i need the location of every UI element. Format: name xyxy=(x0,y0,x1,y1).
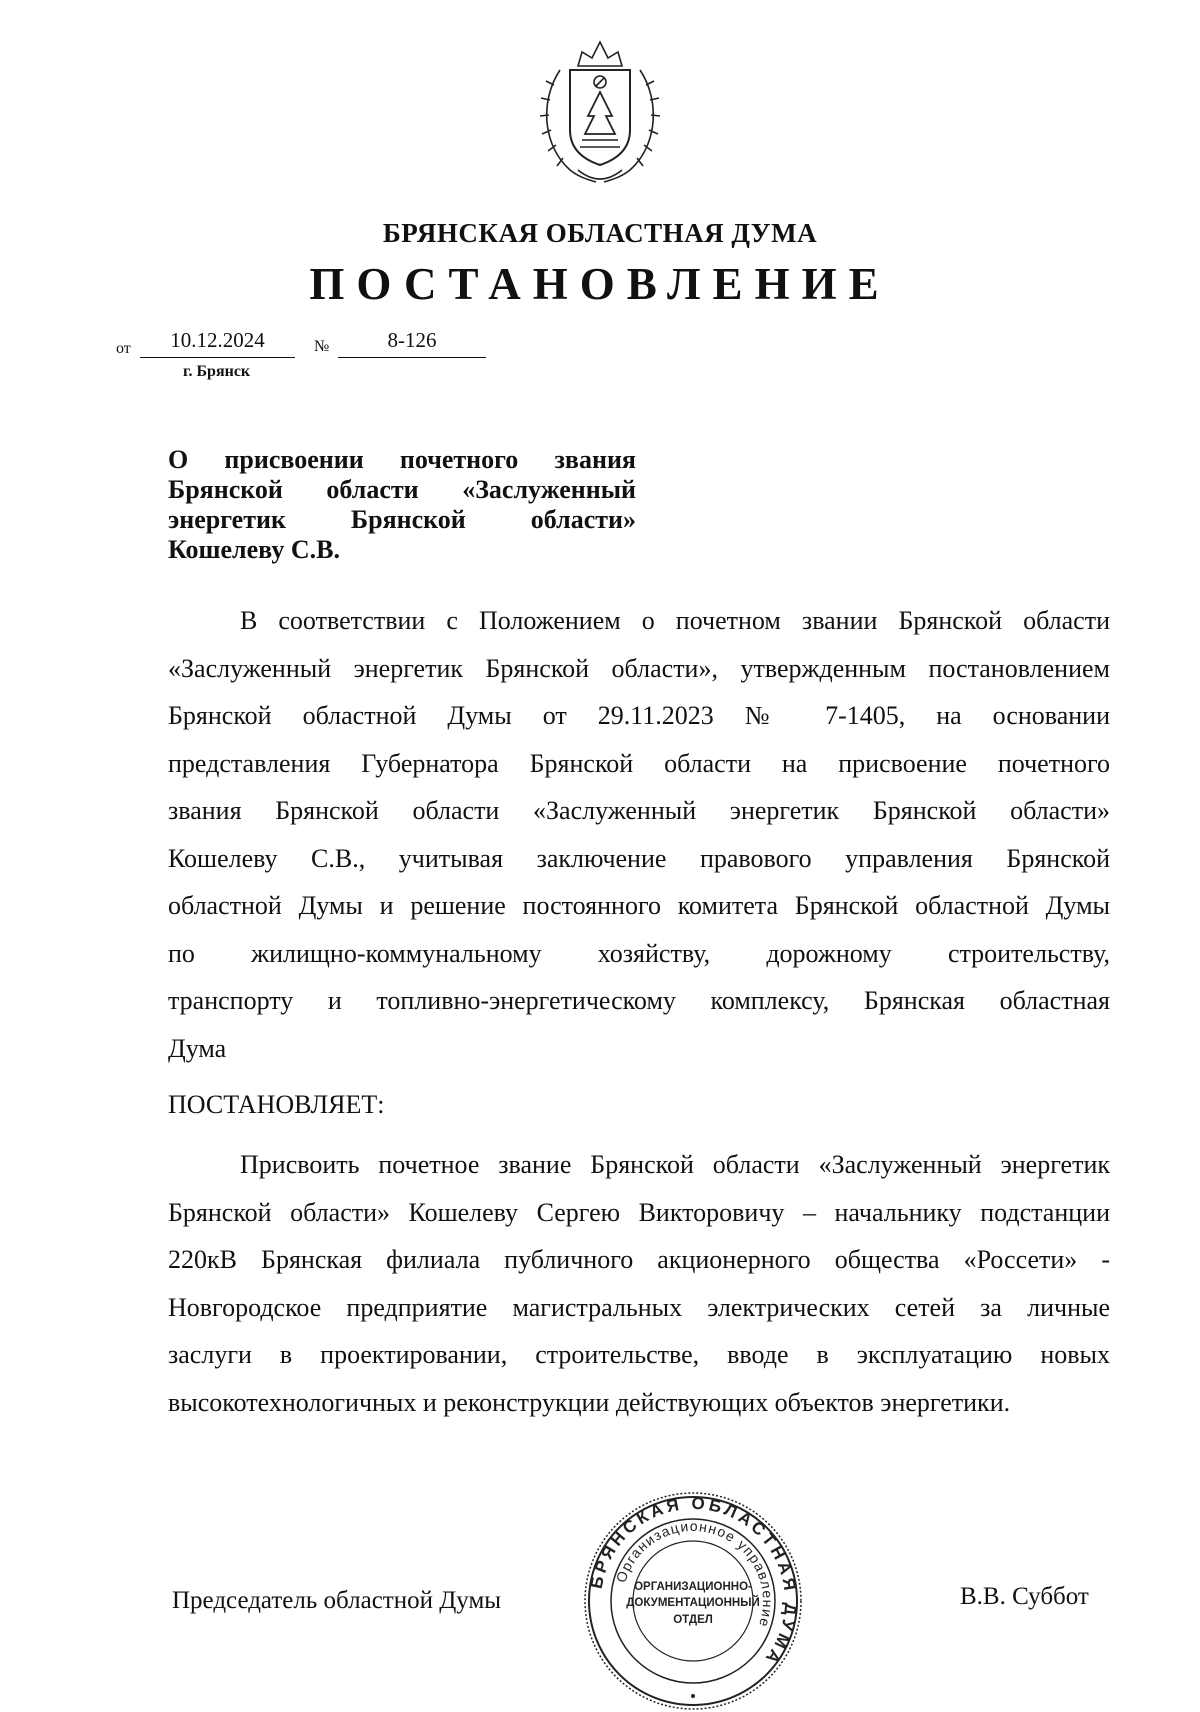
paragraph-line: Брянской области» Кошелеву Сергею Викторовичу – начальнику подстанции xyxy=(168,1197,1110,1227)
stamp-center-line: ОРГАНИЗАЦИОННО- xyxy=(634,1581,752,1593)
paragraph-line: по жилищно-коммунальному хозяйству, дорожному строительству, xyxy=(168,938,1110,968)
signatory-role: Председатель областной Думы xyxy=(172,1587,502,1614)
city: г. Брянск xyxy=(183,363,251,380)
paragraph-line: представления Губернатора Брянской области на присвоение почетного xyxy=(168,748,1110,778)
signatory-name: В.В. Суббот xyxy=(960,1583,1089,1610)
paragraph-line: В соответствии с Положением о почетном звании Брянской области xyxy=(240,606,1110,635)
paragraph-line: заслуги в проектировании, строительстве, вводе в эксплуатацию новых xyxy=(168,1340,1110,1369)
organization-name: БРЯНСКАЯ ОБЛАСТНАЯ ДУМА xyxy=(382,218,818,248)
title-line: энергетик Брянской области» xyxy=(168,505,636,534)
paragraph-line: звания Брянской области «Заслуженный энергетик Брянской области» xyxy=(168,796,1110,825)
stamp-outer-text: БРЯНСКАЯ ОБЛАСТНАЯ ДУМА xyxy=(586,1493,801,1670)
stamp-inner-text: Организационное управление xyxy=(612,1517,777,1630)
paragraph-line: Присвоить почетное звание Брянской области «Заслуженный энергетик xyxy=(240,1150,1110,1179)
resolve-word: ПОСТАНОВЛЯЕТ: xyxy=(168,1090,385,1119)
resolution-paragraph xyxy=(168,1141,1110,1426)
paragraph-line: высокотехнологичных и реконструкции действующих объектов энергетики. xyxy=(168,1387,1011,1417)
paragraph-line: областной Думы и решение постоянного комитета Брянской областной Думы xyxy=(168,891,1110,920)
paragraph-line: Дума xyxy=(168,1033,227,1063)
title-line: О присвоении почетного звания xyxy=(168,445,636,474)
document-title xyxy=(168,445,636,565)
preamble-paragraph xyxy=(168,597,1110,1072)
document-date: 10.12.2024 xyxy=(140,328,295,358)
paragraph-line: Кошелеву С.В., учитывая заключение правового управления Брянской xyxy=(168,843,1110,873)
document-type: ПОСТАНОВЛЕНИЕ xyxy=(309,259,891,309)
paragraph-line: транспорту и топливно-энергетическому комплексу, Брянская областная xyxy=(168,986,1110,1015)
stamp-center-line: ОТДЕЛ xyxy=(673,1614,713,1626)
paragraph-line: «Заслуженный энергетик Брянской области», утвержденным постановлением xyxy=(168,653,1110,683)
bryansk-coat-of-arms-icon xyxy=(530,30,670,190)
document-number: 8-126 xyxy=(338,328,486,358)
paragraph-line: Новгородское предприятие магистральных электрических сетей за личные xyxy=(168,1292,1110,1322)
official-stamp xyxy=(582,1490,804,1712)
paragraph-line: 220кВ Брянская филиала публичного акционерного общества «Россети» - xyxy=(168,1245,1110,1274)
paragraph-line: Брянской областной Думы от 29.11.2023 № 7-1405, на основании xyxy=(168,701,1110,730)
signature-block xyxy=(0,1490,1200,1670)
title-line: Брянской области «Заслуженный xyxy=(168,475,636,504)
date-label: от xyxy=(116,340,131,357)
stamp-center-line: ДОКУМЕНТАЦИОННЫЙ xyxy=(626,1597,760,1609)
title-line: Кошелеву С.В. xyxy=(168,535,340,564)
number-label: № xyxy=(314,338,330,355)
